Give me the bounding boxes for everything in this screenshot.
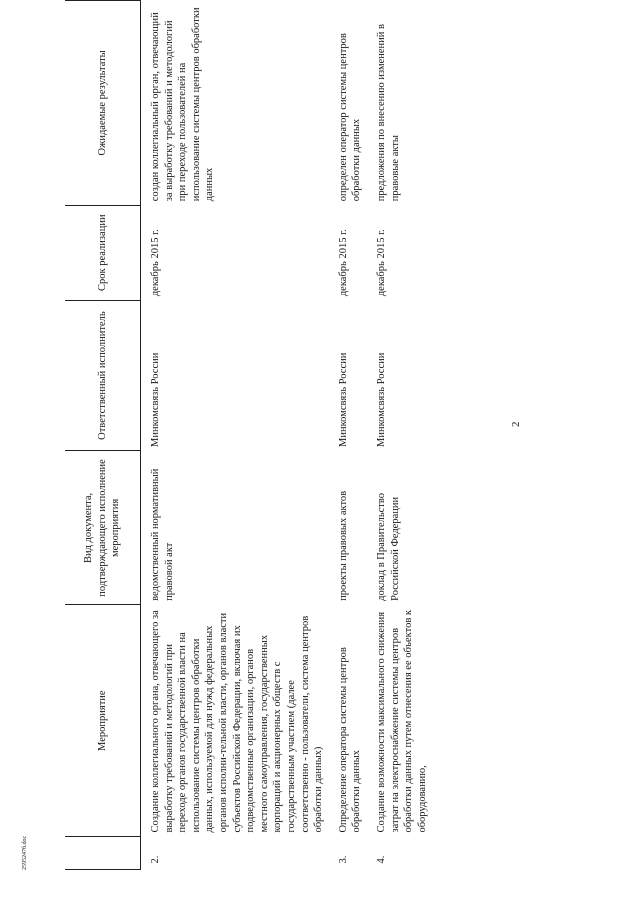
header-number xyxy=(65,837,141,870)
row-deadline: декабрь 2015 г. xyxy=(337,229,349,297)
table-row xyxy=(367,1,432,870)
row-executor: Минкомсвязь России xyxy=(337,352,349,447)
row-number: 2. xyxy=(150,855,161,864)
header-deadline: Срок реализации xyxy=(65,205,141,300)
table-header-row xyxy=(65,1,141,870)
row-executor: Минкомсвязь России xyxy=(150,352,161,447)
row-deadline: декабрь 2015 г. xyxy=(375,229,387,297)
row-deadline: декабрь 2015 г. xyxy=(150,229,161,297)
row-result: предложения по внесению изменений в правовые акты xyxy=(375,24,401,202)
row-result: создан коллегиальный орган, отвечающий за выработку требований и методологий при переходе пользователей на использование системы центров обработки данных xyxy=(150,7,216,202)
row-result: определен оператор системы центров обработки данных xyxy=(337,33,363,202)
table-row xyxy=(141,1,329,870)
page-number: 2 xyxy=(510,421,522,427)
row-executor: Минкомсвязь России xyxy=(375,352,387,447)
row-document: ведомственный нормативный правовой акт xyxy=(150,468,175,601)
footer-document-code: 2595247б.doc xyxy=(22,835,28,870)
row-number: 3. xyxy=(337,855,349,864)
header-event: Мероприятие xyxy=(65,605,141,837)
header-result: Ожидаемые результаты xyxy=(65,1,141,206)
table-row xyxy=(329,1,367,870)
row-event: Создание возможности максимального снижения затрат на электроснабжение системы центров обработки данных путем отнесения ее объектов к оборудованию, xyxy=(375,610,428,833)
header-executor: Ответственный исполнитель xyxy=(65,300,141,451)
row-event: Создание коллегиального органа, отвечающего за выработку требований и методологий при переходе органов государственной власти на использование системы центров обработки данных, используемой для нужд федеральных органов исполни-тельной власти, органов власти субъектов Российской Федерации, включая их подведомственные организации, органов местного самоуправления, государственных корпораций и акционерных обществ с государственным участием (далее соответственно - пользователи, система центров обработки данных) xyxy=(150,610,325,833)
row-event: Определение оператора системы центров обработки данных xyxy=(337,647,363,833)
rotated-page-content xyxy=(65,0,585,870)
row-document: проекты правовых актов xyxy=(337,490,349,601)
plan-table xyxy=(65,0,432,870)
row-number: 4. xyxy=(375,855,387,864)
header-document: Вид документа, подтверждающего исполнение мероприятия xyxy=(65,451,141,605)
row-document: доклад в Правительство Российской Федерации xyxy=(375,492,401,601)
